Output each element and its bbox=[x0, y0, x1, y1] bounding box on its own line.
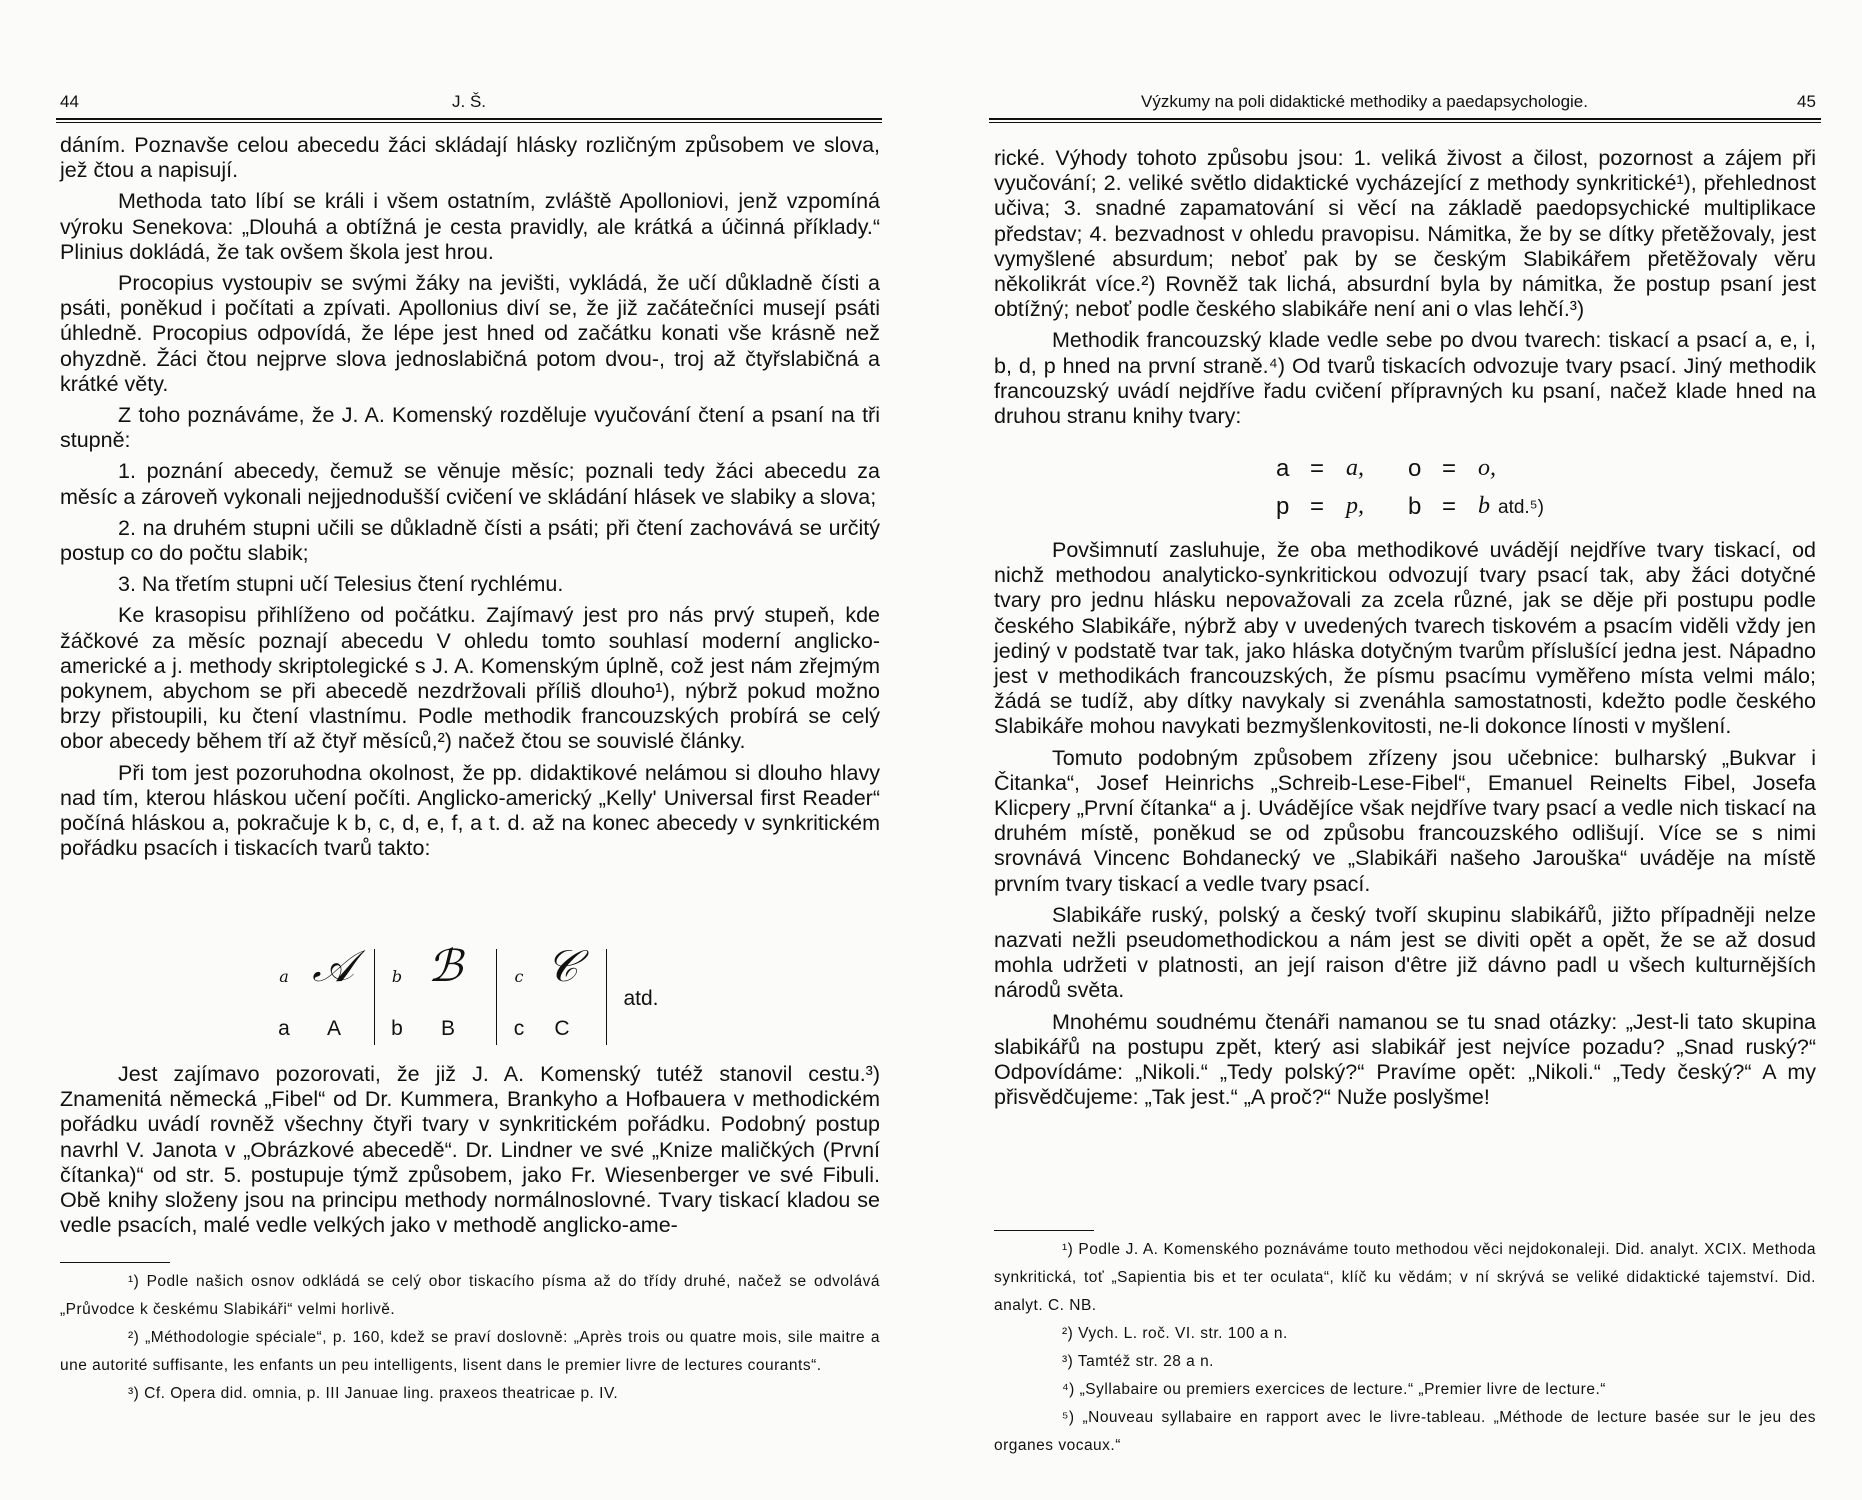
formula-print-b: b bbox=[1408, 493, 1422, 520]
body-text-right-bottom bbox=[994, 538, 1816, 1116]
running-head-right: Výzkumy na poli didaktické methodiky a paedapsychologie. bbox=[1141, 92, 1588, 111]
paragraph: 3. Na třetím stupni učí Telesius čtení rychlému. bbox=[118, 572, 564, 597]
body-text-left-top bbox=[60, 133, 880, 867]
paragraph: Ke krasopisu přihlíženo od počátku. Zajímavý jest pro nás prvý stupeň, kde žáčkové za měsíc poznají abecedu V ohledu tomto souhlasí moderní anglicko-americké a j. methody skriptolegické s J. A. Komenským úplně, což jest nám zřejmým pokynem, abychom se při abecedě nezdržovali příliš dlouho¹), nýbrž pokud možno brzy přistoupili, ku čtení vlastnímu. Podle methodik francouzských probírá se celý obor abecedy během tří až čtyř měsíců,²) načež čtou se souvislé články. bbox=[60, 603, 880, 754]
formula-script-p: p, bbox=[1346, 493, 1364, 519]
header-rule-right bbox=[989, 118, 1821, 120]
header-rule-left-thin bbox=[56, 122, 882, 123]
formula-equals: = bbox=[1310, 493, 1325, 520]
small-script-c: c bbox=[514, 967, 524, 986]
body-text-right-top bbox=[994, 146, 1816, 435]
header-rule-left bbox=[56, 118, 882, 120]
paragraph: Tomuto podobným způsobem zřízeny jsou učebnice: bulharský „Bukvar i Čitanka“, Josef Heinrichs „Schreib-Lese-Fibel“, Emanuel Reinelts Fibel, Josefa Klicpery „První čítanka“ a j. Uvádějíce však nejdříve tvary psací a vedle nich tiskací na druhém místě, poněkud se od způsobu francouzského odlišují. Více se s nimi srovnává Vincenc Bohdanecký ve „Slabikáři našeho Jarouška“ uváděje na místě prvním tvary tiskací a vedle tvary psací. bbox=[994, 745, 1816, 896]
footnote: ²) Vych. L. roč. VI. str. 100 a n. bbox=[1062, 1325, 1288, 1342]
formula-print-o: o bbox=[1408, 455, 1422, 482]
paragraph: Povšimnutí zasluhuje, že oba methodikové uvádějí nejdříve tvary tiskací, od nichž methodou analyticko-synkritickou odvozují tvary psací tak, aby žáci dotyčné tvary pro jednu hlásku nepovažovali za zcela různé, jak se děje při postupu podle českého Slabikáře, nýbrž aby v uvedených tvarech tiskovém a psacím viděli vždy jen jediný v podstatě tvar tak, jako hláska dotyčným tvarům příslušící jedna jest. Nápadno jest v methodikách francouzských, že písmu psacímu vyměřeno místa velmi málo; žádá se tudíž, aby dítky navykaly si zvenáhla samostatnosti, kdežto podle českého Slabikáře mohou navykati bezmyšlenkovitosti, ne-li dokonce línosti v myšlení. bbox=[994, 538, 1816, 739]
capital-print-b: B bbox=[440, 1017, 455, 1040]
formula-equals: = bbox=[1442, 493, 1457, 520]
paragraph: Jest zajímavo pozorovati, že již J. A. Komenský tutéž stanovil cestu.³) Znamenitá německá „Fibel“ od Dr. Kummera, Brankyho a Hofbauera v methodickém pořádku uvádí rovněž všechny čtyři tvary v synkritickém pořádku. Podobný postup navrhl V. Janota v „Obrázkové abecedě“. Dr. Lindner ve své „Knize maličkých (První čítanka)“ od str. 5. postupuje týmž způsobem, jako Fr. Wiesenberger ve své Fibuli. Obě knihy složeny jsou na principu methody normálnoslovné. Tvary tiskací kladou se vedle psacích, malé vedle velkých jako v methodě anglicko-ame- bbox=[60, 1062, 880, 1238]
formula-equals: = bbox=[1442, 455, 1457, 482]
footnote-rule-right bbox=[994, 1230, 1094, 1231]
footnote: ⁴) „Syllabaire ou premiers exercices de lecture.“ „Premier livre de lecture.“ bbox=[1062, 1381, 1606, 1398]
paragraph: 2. na druhém stupni učili se důkladně čísti a psáti; při čtení zachovává se určitý postup co do počtu slabik; bbox=[60, 515, 880, 566]
paragraph: dáním. Poznavše celou abecedu žáci skládají hlásky rozličným způsobem ve slova, jež čtou a napisují. bbox=[60, 133, 880, 183]
atd-label: atd. bbox=[623, 987, 659, 1010]
formula-equals: = bbox=[1310, 455, 1325, 482]
formula-print-p: p bbox=[1276, 493, 1290, 520]
capital-print-a: A bbox=[326, 1017, 341, 1040]
formula-print-a: a bbox=[1276, 455, 1290, 482]
capital-print-c: C bbox=[554, 1017, 570, 1040]
header-rule-right-thin bbox=[989, 122, 1821, 123]
formula-script-b: b bbox=[1478, 493, 1490, 519]
paragraph: Procopius vystoupiv se svými žáky na jevišti, vykládá, že učí důkladně čísti a psáti, poněkud i počítati a zpívati. Apollonius diví se, že již začátečníci musejí psáti úhledně. Procopius odpovídá, že lépe jest hned od začátku konati vše krásně než ohyzdně. Žáci čtou nejprve slova jednoslabičná potom dvou-, troj až čtyřslabičná a krátké věty. bbox=[60, 271, 880, 396]
paragraph: 1. poznání abecedy, čemuž se věnuje měsíc; poznali tedy žáci abecedu za měsíc a zároveň vykonali nejjednodušší cvičení ve skládání hlásek ve slabiky a slova; bbox=[60, 459, 880, 509]
paragraph: Methodik francouzský klade vedle sebe po dvou tvarech: tiskací a psací a, e, i, b, d, p hned na první straně.⁴) Od tvarů tiskacích odvozuje tvary psací. Jiný methodik francouzský uvádí nejdříve řadu cvičení přípravných ku psaní, načež klade hned na druhou stranu knihy tvary: bbox=[994, 328, 1816, 429]
paragraph: Při tom jest pozoruhodna okolnost, že pp. didaktikové nelámou si dlouho hlavy nad tím, kterou hláskou učení počíti. Anglicko-americký „Kelly' Universal first Reader“ počíná hláskou a, pokračuje k b, c, d, e, f, a t. d. až na konec abecedy v synkritickém pořádku psacích i tiskacích tvarů takto: bbox=[60, 760, 880, 861]
script-letter-table bbox=[270, 941, 690, 1050]
small-script-a: a bbox=[279, 967, 289, 986]
column-divider bbox=[496, 949, 497, 1045]
running-head-left: J. Š. bbox=[452, 92, 487, 111]
paragraph: rické. Výhody tohoto způsobu jsou: 1. veliká živost a čilost, pozornost a zájem při vyučování; 2. veliké světlo didaktické vycházející z methody synkritické¹), přehlednost učiva; 3. snadné zapamatování si věcí na základě paedopsychické multiplikace představ; 4. bezvadnost v ohledu pravopisu. Námitka, že by se dítky přetěžovaly, jest vymyšlené absurdum; neboť pak by se českým Slabikářem přetěžovaly věru několikrát více.²) Rovněž tak lichá, absurdní byla by námitka, že postup psaní jest obtížný; neboť podle českého slabikáře není ani o vlas lehčí.³) bbox=[994, 146, 1816, 322]
footnotes-left bbox=[60, 1268, 880, 1408]
capital-script-b: ℬ bbox=[427, 941, 463, 992]
page-number-right: 45 bbox=[1797, 92, 1816, 111]
footnotes-right bbox=[994, 1236, 1816, 1460]
small-script-b: b bbox=[391, 967, 403, 986]
body-text-left-bottom bbox=[60, 1062, 880, 1244]
small-print-c: c bbox=[513, 1017, 525, 1040]
paragraph: Slabikáře ruský, polský a český tvoří skupinu slabikářů, jižto případněji nelze nazvati nežli pseudomethodickou a nám jest se diviti opět a opět, že se až dosud mohla udržeti v platnosti, an její raison d'être již dávno padl u všech kulturnějších národů světa. bbox=[994, 902, 1816, 1003]
footnote: ⁵) „Nouveau syllabaire en rapport avec le livre-tableau. „Méthode de lecture basée sur le jeu des organes vocaux.“ bbox=[994, 1409, 1816, 1454]
footnote: ¹) Podle našich osnov odkládá se celý obor tiskacího písma až do třídy druhé, načež se odvolává „Průvodce k českému Slabikáři“ velmi horlivě. bbox=[60, 1273, 880, 1318]
formula-script-o: o, bbox=[1478, 455, 1496, 481]
footnote: ³) Cf. Opera did. omnia, p. III Januae ling. praxeos theatricae p. IV. bbox=[128, 1385, 619, 1402]
paragraph: Methoda tato líbí se králi i všem ostatním, zvláště Apolloniovi, jenž vzpomíná výroku Senekova: „Dlouhá a obtížná je cesta pravidly, ale krátká a účinná příklady.“ Plinius dokládá, že tak ovšem škola jest hrou. bbox=[60, 189, 880, 264]
column-divider bbox=[374, 949, 375, 1045]
footnote: ³) Tamtéž str. 28 a n. bbox=[1062, 1353, 1214, 1370]
right-page bbox=[931, 0, 1862, 1500]
footnote-rule-left bbox=[60, 1262, 170, 1263]
small-print-a: a bbox=[278, 1017, 290, 1040]
capital-script-a: 𝒜 bbox=[312, 941, 354, 992]
formula-script-a: a, bbox=[1346, 455, 1364, 481]
capital-script-c: 𝒞 bbox=[545, 941, 579, 992]
formula-atd: atd.⁵) bbox=[1498, 497, 1544, 518]
small-print-b: b bbox=[391, 1017, 403, 1040]
letter-forms-formula bbox=[1276, 455, 1576, 525]
column-divider bbox=[606, 949, 607, 1045]
paragraph: Mnohému soudnému čtenáři namanou se tu snad otázky: „Jest-li tato skupina slabikářů na postupu zpět, který asi slabikář jest nejvíce pozadu? „Snad ruský?“ Odpovídáme: „Nikoli.“ „Tedy polský?“ Pravíme opět: „Nikoli.“ „Tedy český?“ A my přisvědčujeme: „Tak jest.“ „A proč?“ Nuže poslyšme! bbox=[994, 1009, 1816, 1110]
paragraph: Z toho poznáváme, že J. A. Komenský rozděluje vyučování čtení a psaní na tři stupně: bbox=[60, 403, 880, 453]
page-number-left: 44 bbox=[60, 92, 79, 111]
footnote: ²) „Méthodologie spéciale“, p. 160, kdež se praví doslovně: „Après trois ou quatre mois, sile maitre a une autorité suffisante, les enfants un peu intelligents, lisent dans le premier livre de lectures courants“. bbox=[60, 1329, 880, 1374]
footnote: ¹) Podle J. A. Komenského poznáváme touto methodou věci nejdokonaleji. Did. analyt. XCIX. Methoda synkritická, toť „Sapientia bis et ter oculata“, klíč ku vědám; v ní skrývá se veliké didaktické tajemství. Did. analyt. C. NB. bbox=[994, 1241, 1816, 1314]
